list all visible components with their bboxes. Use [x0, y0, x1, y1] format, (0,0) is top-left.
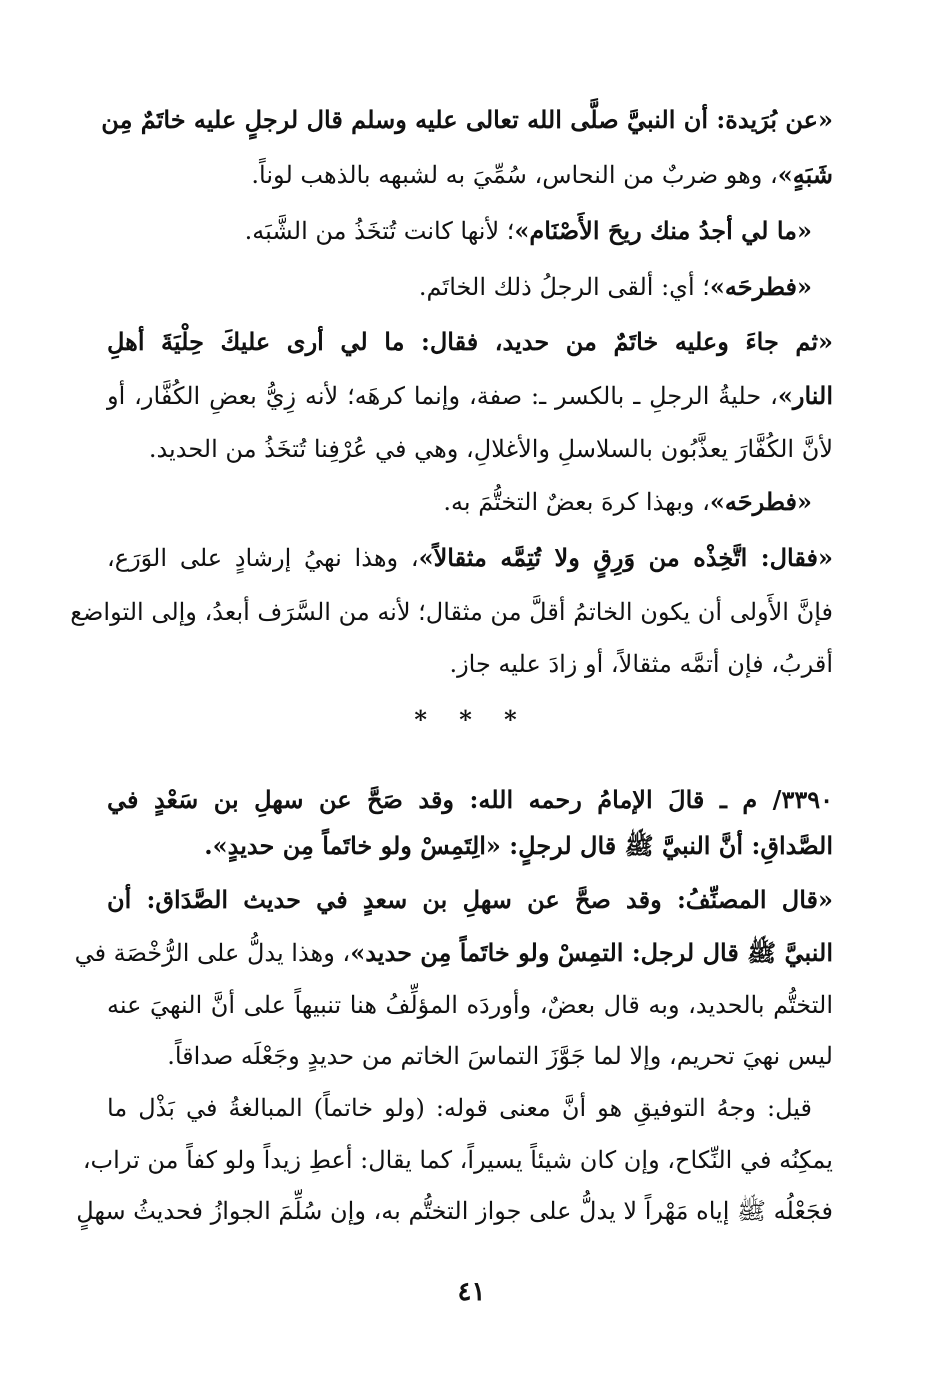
text-line: فجَعْلُه ﷺ إياه مَهْراً لا يدلُّ على جواز التختُّم به، وإن سُلِّمَ الجوازُ فحديثُ سهلٍ: [76, 1197, 833, 1225]
text-line: فإنَّ الأَولى أن يكون الخاتمُ أقلَّ من مثقال؛ لأنه من السَّرَف أبعدُ، وإلى التواضع: [70, 598, 833, 626]
text-line: الصَّداقِ: أنَّ النبيَّ ﷺ قال لرجلٍ: «الِتَمِسْ ولو خاتَماً مِن حديدٍ».: [204, 831, 833, 860]
text-line: قيل: وجهُ التوفيقِ هو أنَّ معنى قوله: (ولو خاتماً) المبالغةُ في بَذْل ما: [107, 1094, 812, 1122]
text-line: «فقال: اتَّخِذْه من وَرِقٍ ولا تُتِمَّه مثقالاً»، وهذا نهيُ إرشادٍ على الوَرَع،: [107, 543, 833, 572]
text-line: «قال المصنِّفُ: وقد صحَّ عن سهلِ بن سعدٍ في حديث الصَّدَاق: أن: [107, 885, 834, 914]
text-line: «فطرحَه»، وبهذا كرهَ بعضٌ التختُّمَ به.: [443, 487, 812, 516]
text-line: التختُّم بالحديد، وبه قال بعضٌ، وأوردَه المؤلِّفُ هنا تنبيهاً على أنَّ النهيَ عنه: [107, 991, 833, 1019]
text-line: شَبَهٍ»، وهو ضربٌ من النحاس، سُمِّيَ به لشبهه بالذهب لوناً.: [251, 160, 833, 189]
page-number: ٤١: [457, 1277, 486, 1307]
text-line: لأنَّ الكُفَّارَ يعذَّبُون بالسلاسلِ والأغلالِ، وهي في عُرْفِنا تُتخَذُ من الحديد.: [148, 435, 833, 463]
text-line: ٣٣٩٠/ م ـ قالَ الإمامُ رحمه الله: وقد صَحَّ عن سهلِ بن سَعْدٍ في: [107, 785, 833, 814]
section-separator: * * *: [414, 705, 529, 734]
text-line: «عن بُرَيدة: أن النبيَّ صلَّى الله تعالى عليه وسلم قال لرجلٍ عليه خاتَمٌ مِن: [101, 105, 833, 134]
text-line: أقربُ، فإن أتمَّه مثقالاً، أو زادَ عليه جاز.: [449, 650, 833, 678]
text-line: يمكِنُه في النِّكاح، وإن كان شيئاً يسيراً، كما يقال: أعطِ زيداً ولو كفاً من تراب،: [82, 1146, 833, 1174]
text-line: النار»، حليةُ الرجلِ ـ بالكسر ـ: صفة، وإنما كرهَه؛ لأنه زِيُّ بعضِ الكُفَّار، أو: [107, 381, 833, 410]
text-line: «ثم جاءَ وعليه خاتَمٌ من حديد، فقال: ما لي أرى عليكَ حِلْيَةَ أهلِ: [107, 327, 833, 356]
text-line: ليس نهيَ تحريم، وإلا لما جَوَّزَ التماسَ الخاتم من حديدٍ وجَعْلَه صداقاً.: [167, 1042, 833, 1070]
text-line: النبيَّ ﷺ قال لرجل: التمِسْ ولو خاتَماً مِن حديد»، وهذا يدلُّ على الرُّخْصَة في: [74, 938, 833, 967]
text-line: «ما لي أجدُ منك ريحَ الأَصْنَام»؛ لأنها كانت تُتخَذُ من الشَّبَه.: [244, 216, 812, 245]
text-line: «فطرحَه»؛ أي: ألقى الرجلُ ذلك الخاتَم.: [418, 272, 812, 301]
